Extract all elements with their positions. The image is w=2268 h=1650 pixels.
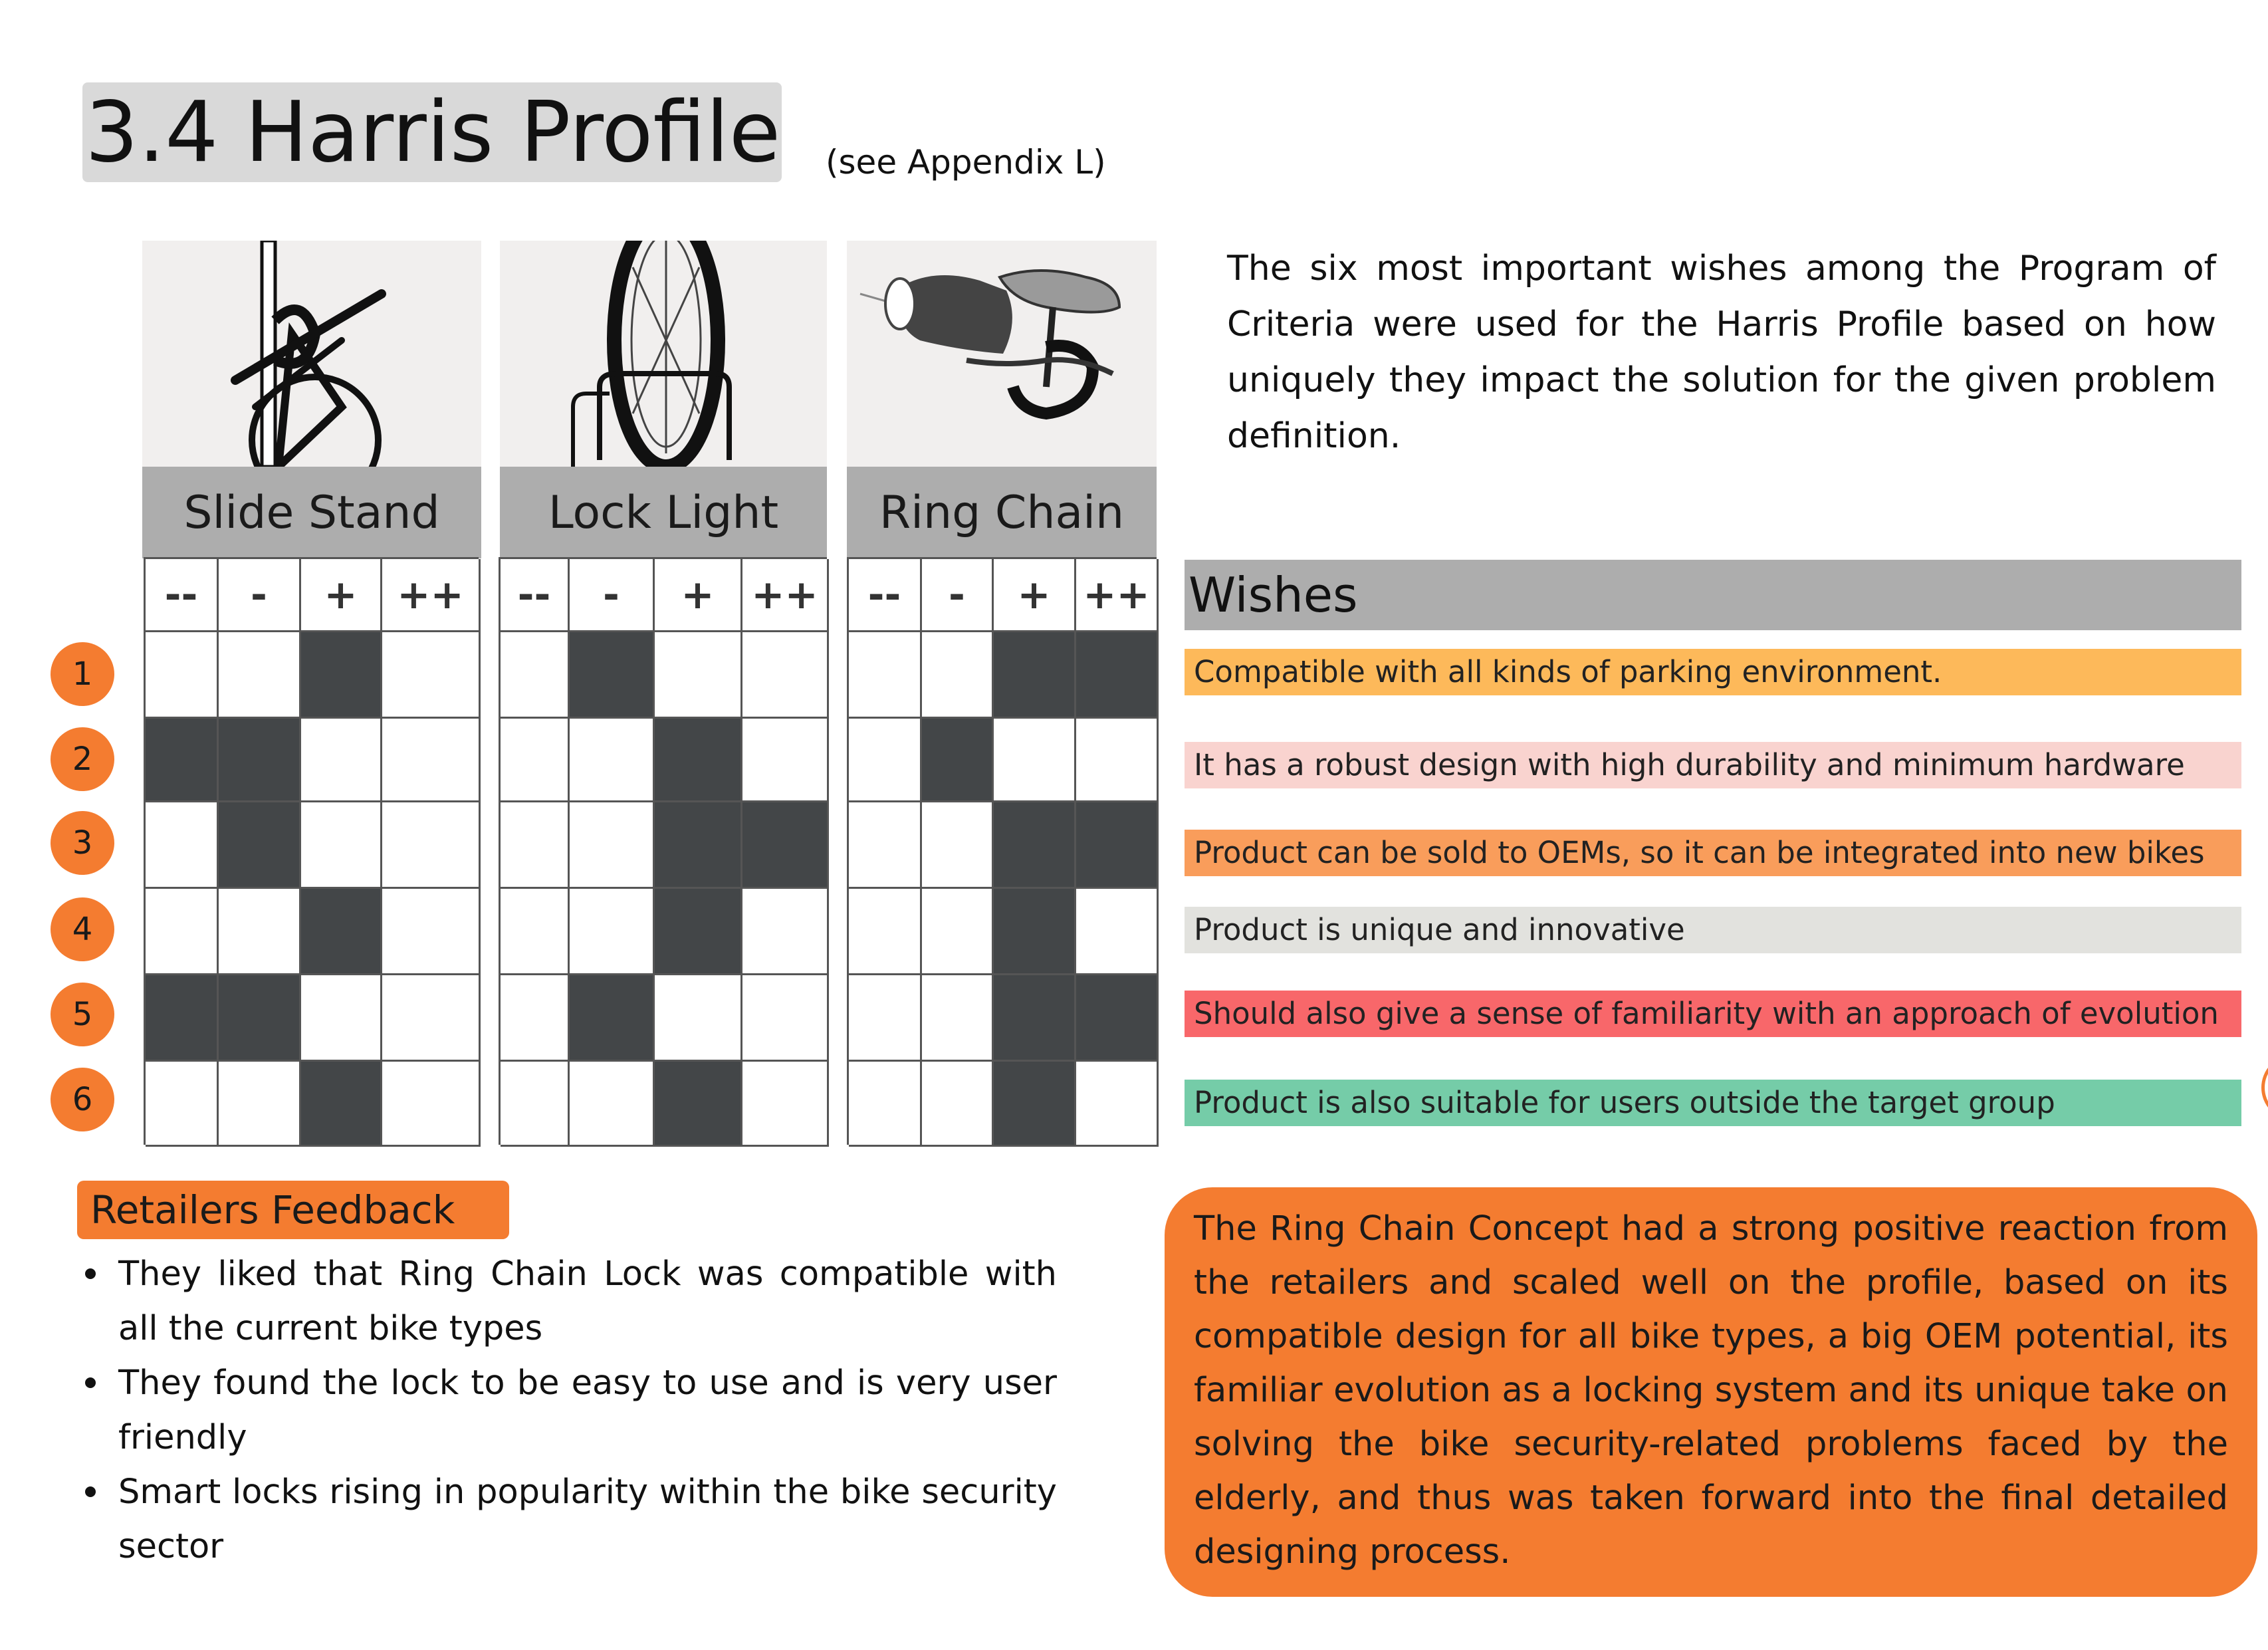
row-number-badge: 1 bbox=[51, 642, 114, 706]
rating-cell-filled bbox=[146, 975, 219, 1062]
concept-label-slide-stand: Slide Stand bbox=[142, 467, 481, 558]
bike-wheel-lock-light-illustration bbox=[500, 241, 827, 467]
rating-cell-empty bbox=[849, 889, 922, 975]
rating-cell-empty bbox=[655, 975, 742, 1062]
rating-cell-filled bbox=[301, 1062, 382, 1147]
intro-paragraph: The six most important wishes among the Program of Criteria were used for the Harris Profile based on how uniquely they impact the solution for the given problem definition. bbox=[1227, 249, 2216, 456]
rating-cell-empty bbox=[382, 1062, 481, 1147]
rating-cell-filled bbox=[146, 719, 219, 802]
scale-header-cell: ++ bbox=[1076, 559, 1159, 632]
rating-cell-filled bbox=[655, 719, 742, 802]
rating-cell-empty bbox=[849, 632, 922, 719]
scale-header-cell: + bbox=[655, 559, 742, 632]
rating-cell-filled bbox=[742, 802, 829, 889]
row-number-badge: 4 bbox=[51, 897, 114, 961]
rating-cell-filled bbox=[655, 802, 742, 889]
bike-lock-slide-stand-illustration bbox=[142, 241, 481, 467]
rating-cell-empty bbox=[301, 802, 382, 889]
rating-cell-empty bbox=[501, 1062, 570, 1147]
rating-cell-empty bbox=[742, 719, 829, 802]
bullet-icon bbox=[85, 1486, 96, 1497]
rating-cell-filled bbox=[219, 975, 301, 1062]
rating-cell-empty bbox=[570, 889, 655, 975]
row-number-badge: 6 bbox=[51, 1068, 114, 1131]
rating-cell-empty bbox=[922, 802, 994, 889]
rating-cell-empty bbox=[382, 632, 481, 719]
rating-cell-empty bbox=[301, 719, 382, 802]
rating-cell-filled bbox=[994, 889, 1076, 975]
row-number-badge: 2 bbox=[51, 727, 114, 791]
rating-cell-empty bbox=[501, 802, 570, 889]
rating-grid-slide-stand bbox=[144, 557, 479, 1145]
scale-header-cell: + bbox=[994, 559, 1076, 632]
rating-cell-empty bbox=[1076, 1062, 1159, 1147]
rating-cell-filled bbox=[219, 719, 301, 802]
wish-item-1: Compatible with all kinds of parking environment. bbox=[1185, 649, 2241, 695]
rating-cell-empty bbox=[219, 889, 301, 975]
rating-cell-empty bbox=[382, 802, 481, 889]
bullet-icon bbox=[85, 1268, 96, 1279]
rating-grid-lock-light bbox=[499, 557, 827, 1145]
rating-cell-filled bbox=[994, 632, 1076, 719]
appendix-note: (see Appendix L) bbox=[826, 143, 1106, 181]
rating-cell-filled bbox=[1076, 975, 1159, 1062]
concept-label-ring-chain: Ring Chain bbox=[847, 467, 1157, 558]
ring-chain-image bbox=[847, 241, 1157, 467]
rating-cell-empty bbox=[570, 719, 655, 802]
rating-cell-empty bbox=[570, 1062, 655, 1147]
scale-header-cell: ++ bbox=[742, 559, 829, 632]
rating-cell-empty bbox=[501, 632, 570, 719]
rating-cell-empty bbox=[146, 632, 219, 719]
scale-header-cell: - bbox=[219, 559, 301, 632]
scale-header-cell: -- bbox=[849, 559, 922, 632]
bike-seat-ring-chain-illustration bbox=[847, 241, 1157, 467]
rating-cell-empty bbox=[146, 1062, 219, 1147]
feedback-list bbox=[73, 1247, 1057, 1574]
scale-header-cell: - bbox=[570, 559, 655, 632]
row-number-badge: 3 bbox=[51, 811, 114, 875]
rating-cell-filled bbox=[219, 802, 301, 889]
bullet-icon bbox=[85, 1377, 96, 1388]
rating-cell-empty bbox=[849, 719, 922, 802]
rating-cell-filled bbox=[655, 1062, 742, 1147]
rating-cell-empty bbox=[382, 889, 481, 975]
rating-cell-filled bbox=[570, 632, 655, 719]
rating-cell-filled bbox=[655, 889, 742, 975]
feedback-item: They found the lock to be easy to use and is very user friendly bbox=[73, 1356, 1057, 1465]
rating-cell-filled bbox=[570, 975, 655, 1062]
rating-cell-empty bbox=[1076, 889, 1159, 975]
row-number-badge: 5 bbox=[51, 983, 114, 1046]
retailers-feedback-title: Retailers Feedback bbox=[77, 1181, 509, 1239]
scale-header-cell: ++ bbox=[382, 559, 481, 632]
rating-cell-filled bbox=[301, 889, 382, 975]
page-title: 3.4 Harris Profile bbox=[85, 83, 781, 181]
rating-cell-empty bbox=[742, 889, 829, 975]
feedback-item: Smart locks rising in popularity within the bike security sector bbox=[73, 1465, 1057, 1574]
wish-item-5: Should also give a sense of familiarity with an approach of evolution bbox=[1185, 991, 2241, 1037]
wishes-header: Wishes bbox=[1185, 560, 2241, 630]
rating-cell-empty bbox=[994, 719, 1076, 802]
rating-cell-empty bbox=[219, 1062, 301, 1147]
rating-cell-empty bbox=[849, 975, 922, 1062]
rating-cell-empty bbox=[301, 975, 382, 1062]
slide-stand-image bbox=[142, 241, 481, 467]
rating-cell-empty bbox=[501, 975, 570, 1062]
rating-cell-empty bbox=[382, 975, 481, 1062]
rating-cell-empty bbox=[922, 975, 994, 1062]
rating-cell-filled bbox=[994, 975, 1076, 1062]
rating-cell-empty bbox=[922, 632, 994, 719]
scale-header-cell: -- bbox=[501, 559, 570, 632]
rating-cell-empty bbox=[219, 632, 301, 719]
wish-item-6: Product is also suitable for users outside the target group bbox=[1185, 1080, 2241, 1126]
rating-cell-empty bbox=[849, 1062, 922, 1147]
rating-cell-empty bbox=[501, 889, 570, 975]
feedback-item: They liked that Ring Chain Lock was compatible with all the current bike types bbox=[73, 1247, 1057, 1356]
rating-cell-empty bbox=[570, 802, 655, 889]
rating-cell-empty bbox=[742, 1062, 829, 1147]
rating-cell-empty bbox=[742, 975, 829, 1062]
rating-cell-empty bbox=[922, 889, 994, 975]
decorative-circle-icon bbox=[2261, 1054, 2268, 1121]
rating-cell-empty bbox=[146, 889, 219, 975]
rating-cell-empty bbox=[655, 632, 742, 719]
rating-cell-filled bbox=[922, 719, 994, 802]
rating-cell-empty bbox=[1076, 719, 1159, 802]
rating-cell-filled bbox=[1076, 802, 1159, 889]
wish-item-3: Product can be sold to OEMs, so it can be integrated into new bikes bbox=[1185, 830, 2241, 876]
scale-header-cell: + bbox=[301, 559, 382, 632]
rating-cell-filled bbox=[301, 632, 382, 719]
concept-label-lock-light: Lock Light bbox=[500, 467, 827, 558]
rating-cell-empty bbox=[146, 802, 219, 889]
rating-grid-ring-chain bbox=[847, 557, 1157, 1145]
lock-light-image bbox=[500, 241, 827, 467]
rating-cell-filled bbox=[994, 1062, 1076, 1147]
scale-header-cell: - bbox=[922, 559, 994, 632]
rating-cell-empty bbox=[742, 632, 829, 719]
scale-header-cell: -- bbox=[146, 559, 219, 632]
rating-cell-filled bbox=[994, 802, 1076, 889]
wish-item-2: It has a robust design with high durability and minimum hardware bbox=[1185, 742, 2241, 788]
rating-cell-filled bbox=[1076, 632, 1159, 719]
rating-cell-empty bbox=[922, 1062, 994, 1147]
rating-cell-empty bbox=[382, 719, 481, 802]
rating-cell-empty bbox=[501, 719, 570, 802]
rating-cell-empty bbox=[849, 802, 922, 889]
wish-item-4: Product is unique and innovative bbox=[1185, 907, 2241, 953]
conclusion-callout: The Ring Chain Concept had a strong positive reaction from the retailers and scaled well on the profile, based on its compatible design for all bike types, a big OEM potential, its familiar evolution as a locking system and its unique take on solving the bike security-related problems faced by the elderly, and thus was taken forward into the final detailed designing process. bbox=[1165, 1187, 2257, 1597]
